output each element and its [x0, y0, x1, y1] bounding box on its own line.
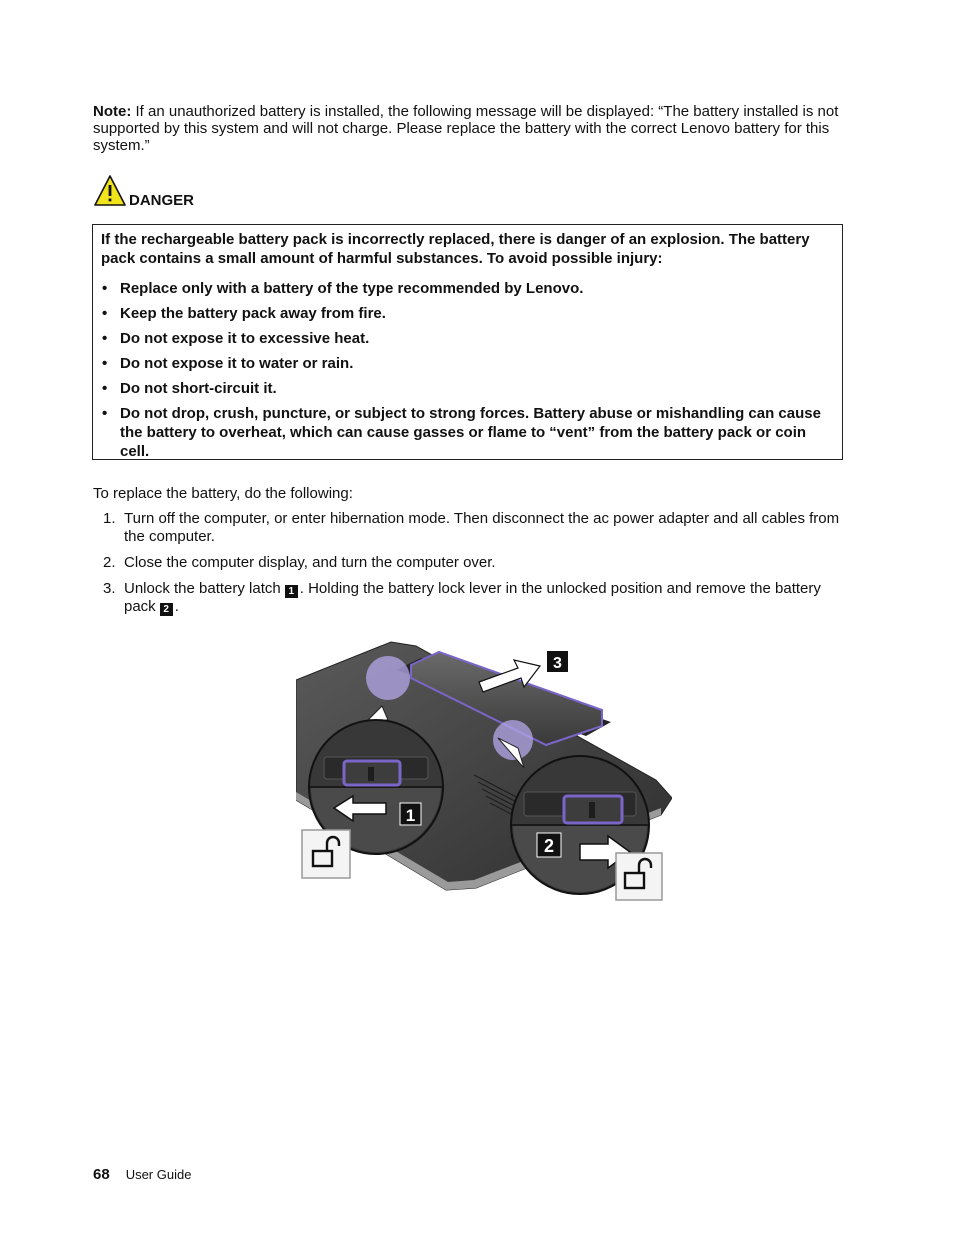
step-text: Close the computer display, and turn the computer over. — [124, 554, 496, 571]
step-item — [93, 554, 845, 572]
danger-item: • Keep the battery pack away from fire. — [101, 304, 835, 323]
warning-triangle-icon — [93, 174, 127, 208]
battery-removal-drawing — [296, 640, 672, 904]
note-paragraph — [93, 103, 845, 154]
procedure-steps — [93, 510, 845, 624]
battery-removal-illustration — [296, 640, 672, 904]
unlock-icon — [302, 830, 350, 878]
step-number: 1. — [103, 510, 116, 527]
danger-item: • Replace only with a battery of the type recommended by Lenovo. — [101, 279, 835, 298]
callout-2-label: 2 — [543, 836, 555, 856]
danger-box — [92, 224, 843, 460]
danger-title: DANGER — [129, 192, 195, 209]
danger-list — [101, 279, 835, 461]
danger-item: • Do not short-circuit it. — [101, 379, 835, 398]
danger-item: • Do not expose it to water or rain. — [101, 354, 835, 373]
danger-item: • Do not drop, crush, puncture, or subject to strong forces. Battery abuse or mishandling can cause the battery to overheat, which can cause gasses or flame to “vent” from the battery pack or coin cell. — [101, 404, 835, 461]
step-item — [93, 580, 845, 616]
page-footer — [93, 1166, 191, 1183]
callout-3-label: 3 — [553, 655, 562, 672]
document-title: User Guide — [125, 1167, 192, 1182]
procedure-intro: To replace the battery, do the following: — [93, 485, 353, 502]
page-number: 68 — [93, 1166, 110, 1183]
note-label: Note: — [93, 103, 132, 120]
step-number: 3. — [103, 580, 116, 597]
step-text: . Holding the battery lock lever in the unlocked position and remove the battery pack — [124, 580, 821, 615]
callout-1-label: 1 — [405, 806, 416, 825]
unlock-icon — [616, 853, 662, 900]
step-text: . — [174, 598, 179, 615]
note-text: If an unauthorized battery is installed, the following message will be displayed: “The battery installed is not supported by this system and will not charge. Please replace the battery with the correct Lenovo battery for this system.” — [93, 103, 839, 154]
callout-1-badge: 1 — [285, 585, 298, 598]
step-number: 2. — [103, 554, 116, 571]
callout-2-badge: 2 — [160, 603, 173, 616]
step-text: Turn off the computer, or enter hibernation mode. Then disconnect the ac power adapter and all cables from the computer. — [124, 510, 840, 545]
step-item — [93, 510, 845, 546]
step-text: Unlock the battery latch — [124, 580, 281, 597]
danger-intro: If the rechargeable battery pack is incorrectly replaced, there is danger of an explosion. The battery pack contains a small amount of harmful substances. To avoid possible injury: — [101, 231, 810, 267]
danger-item: • Do not expose it to excessive heat. — [101, 329, 835, 348]
